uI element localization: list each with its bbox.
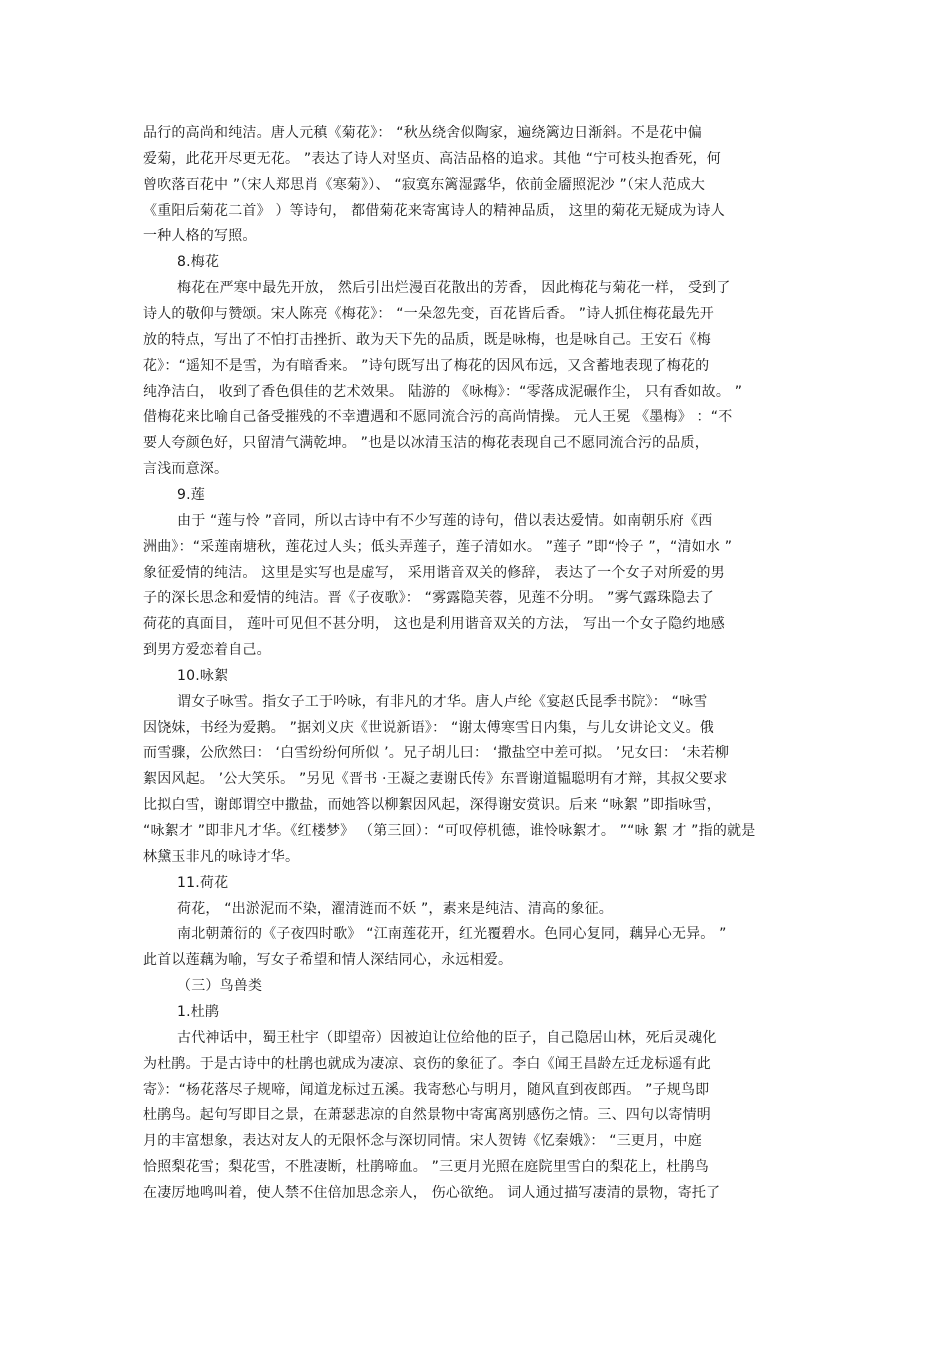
paragraph-start-line: 梅花在严寒中最先开放， 然后引出烂漫百花散出的芳香， 因此梅花与菊花一样， 受到了 (177, 280, 731, 297)
paragraph-start-line: 谓女子咏雪。指女子工于吟咏，有非凡的才华。唐人卢纶《宴赵氏昆季书院》： “咏雪 (177, 693, 708, 710)
text-line: 子的深长思念和爱情的纯洁。晋《子夜歌》： “雾露隐芙蓉，见莲不分明。 ”雾气露珠隐去了 (143, 590, 715, 607)
text-line: 纯净洁白， 收到了香色俱佳的艺术效果。 陆游的 《咏梅》：“零落成泥碾作尘， 只有香如故。 ” (143, 383, 743, 400)
text-line: 比拟白雪，谢郎谓空中撒盐，而她答以柳絮因风起，深得谢安赏识。后来 “咏絮 ”即指咏雪， (143, 797, 722, 814)
paragraph-start-line: （三）鸟兽类 (177, 978, 263, 995)
paragraph-start-line: 8.梅花 (177, 254, 220, 271)
paragraph-start-line: 由于 “莲与怜 ”音同，所以古诗中有不少写莲的诗句，借以表达爱情。如南朝乐府《西 (177, 512, 713, 529)
text-line: 爱菊，此花开尽更无花。 ”表达了诗人对坚贞、高洁品格的追求。其他 “宁可枝头抱香死，何 (143, 150, 722, 167)
paragraph-start-line: 11.荷花 (177, 874, 229, 891)
text-line: 絮因风起。 ’公大笑乐。 ”另见《晋书 ·王凝之妻谢氏传》东晋谢道韫聪明有才辩，其叔父要求 (143, 771, 728, 788)
text-line: 月的丰富想象，表达对友人的无限怀念与深切同情。宋人贺铸《忆秦娥》： “三更月，中庭 (143, 1133, 702, 1150)
text-line: 曾吹落百花中 ”（宋人郑思肖《寒菊》）、 “寂寞东篱湿露华，依前金靥照泥沙 ”（宋人范成大 (143, 176, 706, 193)
text-line: 洲曲》：“采莲南塘秋，莲花过人头；低头弄莲子，莲子清如水。 ”莲子 ”即“怜子 ”，“清如水 ” (143, 538, 733, 555)
paragraph-start-line: 荷花， “出淤泥而不染，濯清涟而不妖 ”，素来是纯洁、清高的象征。 (177, 900, 614, 917)
text-line: 一种人格的写照。 (143, 228, 257, 245)
paragraph-start-line: 南北朝萧衍的《子夜四时歌》 “江南莲花开，红光覆碧水。色同心复同，藕异心无异。 ” (177, 926, 727, 943)
text-line: 要人夸颜色好，只留清气满乾坤。 ”也是以冰清玉洁的梅花表现自己不愿同流合污的品质， (143, 435, 709, 452)
paragraph-start-line: 9.莲 (177, 486, 205, 503)
text-line: 寄》：“杨花落尽子规啼，闻道龙标过五溪。我寄愁心与明月，随风直到夜郎西。 ”子规鸟即 (143, 1081, 710, 1098)
text-line: 杜鹃鸟。起句写即目之景，在萧瑟悲凉的自然景物中寄寓离别感伤之情。三、四句以寄情明 (143, 1107, 711, 1124)
text-line: 因饶妹，书经为爱鹅。 ”据刘义庆《世说新语》： “谢太傅寒雪日内集，与儿女讲论文义。俄 (143, 719, 715, 736)
text-line: 恰照梨花雪；梨花雪，不胜凄断，杜鹃啼血。 ”三更月光照在庭院里雪白的梨花上，杜鹃鸟 (143, 1159, 709, 1175)
text-line: 在凄厉地鸣叫着，使人禁不住倍加思念亲人， 伤心欲绝。 词人通过描写凄清的景物，寄托了 (143, 1184, 721, 1201)
text-line: 借梅花来比喻自己备受摧残的不幸遭遇和不愿同流合污的高尚情操。 元人王冕 《墨梅》 ：“不 (143, 409, 733, 426)
text-line: 而雪骤，公欣然曰： ‘白雪纷纷何所似 ’。兄子胡儿曰： ‘撒盐空中差可拟。 ’兄女曰： ‘未若柳 (143, 745, 730, 762)
text-line: 此首以莲藕为喻，写女子希望和情人深结同心，永远相爱。 (143, 952, 513, 969)
text-line: 言浅而意深。 (143, 461, 229, 478)
text-line: 到男方爱恋着自己。 (143, 642, 271, 658)
text-line: 《重阳后菊花二首》 ）等诗句， 都借菊花来寄寓诗人的精神品质， 这里的菊花无疑成为诗人 (143, 202, 725, 219)
text-line: 放的特点，写出了不怕打击挫折、敢为天下先的品质，既是咏梅，也是咏自己。王安石《梅 (143, 331, 711, 348)
paragraph-start-line: 1.杜鹃 (177, 1003, 220, 1020)
text-line: 诗人的敬仰与赞颂。宋人陈亮《梅花》： “一朵忽先变，百花皆后香。 ”诗人抓住梅花最先开 (143, 306, 715, 322)
text-line: 林黛玉非凡的咏诗才华。 (143, 848, 300, 865)
paragraph-start-line: 10.咏絮 (177, 667, 229, 684)
paragraph-start-line: 古代神话中，蜀王杜宇（即望帝）因被迫让位给他的臣子，自己隐居山林，死后灵魂化 (177, 1029, 717, 1046)
text-line: 为杜鹃。于是古诗中的杜鹃也就成为凄凉、哀伤的象征了。李白《闻王昌龄左迁龙标遥有此 (143, 1055, 711, 1072)
text-line: 花》：“遥知不是雪，为有暗香来。 ”诗句既写出了梅花的因风布远，又含蓄地表现了梅花的 (143, 357, 710, 374)
text-line: “咏絮才 ”即非凡才华。《红楼梦》 （第三回）：“可叹停机德，谁怜咏絮才。 ”“咏 絮 才 ”指的就是 (143, 823, 756, 839)
text-line: 象征爱情的纯洁。 这里是实写也是虚写， 采用谐音双关的修辞， 表达了一个女子对所爱的男 (143, 564, 725, 581)
text-line: 品行的高尚和纯洁。唐人元稹《菊花》： “秋丛绕舍似陶家，遍绕篱边日渐斜。不是花中偏 (143, 125, 702, 141)
text-line: 荷花的真面目， 莲叶可见但不甚分明， 这也是利用谐音双关的方法， 写出一个女子隐约地感 (143, 616, 725, 633)
